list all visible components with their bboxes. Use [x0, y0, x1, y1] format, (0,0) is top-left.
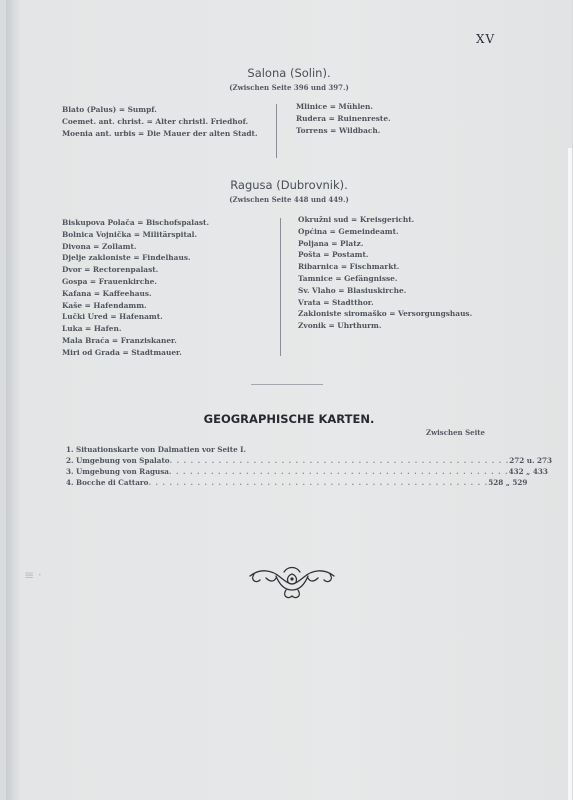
map-label: 2. Umgebung von Spalato	[66, 456, 170, 465]
legend-entry: Sv. Vlaho = Blasiuskirche.	[298, 285, 407, 295]
legend-entry: Luka = Hafen.	[62, 324, 122, 334]
column-divider	[280, 218, 281, 356]
legend-entry: Divona = Zollamt.	[62, 241, 137, 251]
legend-entry: Djelje zakloniste = Findelhaus.	[62, 253, 191, 263]
ragusa-right-column	[298, 214, 504, 332]
maps-title: GEOGRAPHISCHE KARTEN.	[203, 412, 375, 426]
legend-entry: Zvonik = Uhrthurm.	[298, 321, 382, 331]
legend-entry: Kafana = Kaffeehaus.	[62, 288, 152, 298]
page-edge	[568, 148, 572, 800]
map-pages: 272 u. 273	[509, 456, 553, 465]
dot-leader: . . . . . . . . . . . . . . . . . . . . . . . . . . . . . . . . . . . . . . . . . . . . . . . . .	[168, 467, 509, 476]
legend-entry: Mala Braća = Franziskaner.	[62, 335, 177, 345]
page-number: XV	[476, 32, 496, 46]
legend-entry: Okružni sud = Kreisgericht.	[298, 215, 415, 224]
map-pages	[460, 444, 508, 455]
legend-entry: Kaše = Hafendamm.	[62, 300, 147, 310]
list-item	[66, 466, 548, 477]
ragusa-subtitle: (Zwischen Seite 448 und 449.)	[229, 195, 349, 204]
salona-right-column	[296, 101, 496, 136]
legend-entry: Zakloniste siromaško = Versorgungshaus.	[298, 309, 473, 319]
map-pages: 528 „ 529	[488, 478, 528, 487]
column-divider	[276, 104, 277, 158]
legend-entry: Coemet. ant. christ. = Alter christl. Friedhof.	[62, 116, 249, 126]
legend-entry: Miri od Grada = Stadtmauer.	[62, 347, 182, 357]
map-pages: 432 „ 433	[508, 467, 548, 476]
legend-entry: Lučki Ured = Hafenamt.	[62, 312, 163, 322]
map-label: 3. Umgebung von Ragusa	[66, 467, 169, 476]
maps-list	[66, 444, 553, 488]
legend-entry: Poljana = Platz.	[298, 238, 364, 248]
legend-entry: Bolnica Vojnička = Militärspital.	[62, 229, 198, 239]
legend-entry: Moenia ant. urbis = Die Mauer der alten Stadt.	[62, 128, 258, 138]
map-label: 4. Bocche di Cattaro	[66, 478, 149, 487]
bleed-through-mark: ≡ ·	[24, 568, 42, 582]
legend-entry: Tamnice = Gefängnisse.	[298, 273, 398, 283]
legend-entry: Općina = Gemeindeamt.	[298, 226, 399, 236]
salona-subtitle: (Zwischen Seite 396 und 397.)	[229, 83, 349, 92]
section-divider-rule	[251, 384, 323, 385]
list-item	[66, 455, 553, 466]
ragusa-left-column	[62, 217, 272, 359]
list-item	[66, 477, 528, 488]
dot-leader: . . . . . . . . . . . . . . . . . . . . . . . . . . . . . . . . . . . . . . . . . . . . . . . . .	[169, 456, 510, 465]
legend-entry: Dvor = Rectorenpalast.	[62, 265, 159, 275]
legend-entry: Vrata = Stadtthor.	[298, 297, 374, 307]
ornament-flourish-icon	[246, 562, 338, 602]
legend-entry: Mlinice = Mühlen.	[296, 102, 373, 111]
map-label: 1. Situationskarte von Dalmatien vor Seite I.	[66, 445, 247, 454]
legend-entry: Ribarnica = Fischmarkt.	[298, 262, 400, 272]
list-item	[66, 444, 508, 455]
legend-entry: Torrens = Wildbach.	[296, 125, 381, 135]
legend-entry: Blato (Palus) = Sumpf.	[62, 105, 157, 114]
legend-entry: Gospa = Frauenkirche.	[62, 276, 157, 286]
dot-leader: . . . . . . . . . . . . . . . . . . . . . . . . . . . . . . . . . . . . . . . . . . . . . . . . .	[148, 478, 489, 487]
legend-entry: Pošta = Postamt.	[298, 250, 369, 260]
legend-entry: Biskupova Polača = Bischofspalast.	[62, 218, 210, 227]
salona-title: Salona (Solin).	[247, 66, 331, 80]
book-page	[6, 0, 572, 800]
salona-left-column	[62, 104, 268, 139]
dot-leader	[246, 444, 460, 455]
ragusa-title: Ragusa (Dubrovnik).	[230, 178, 348, 192]
maps-column-header: Zwischen Seite	[426, 428, 485, 437]
legend-entry: Rudera = Ruinenreste.	[296, 113, 391, 123]
